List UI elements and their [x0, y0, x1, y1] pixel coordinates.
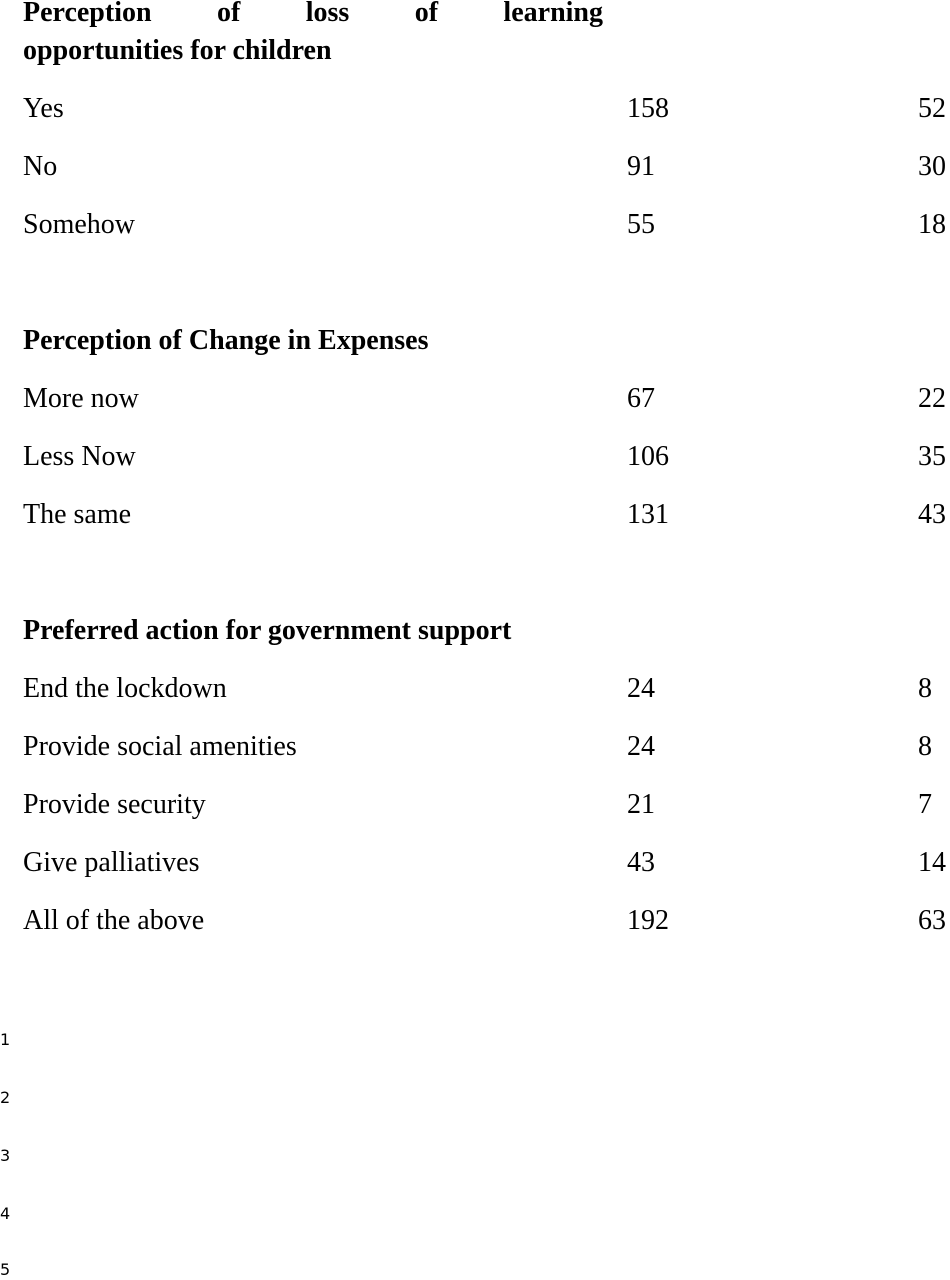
table-row — [0, 669, 950, 709]
line-number: 3 — [0, 1146, 11, 1165]
row-percent: 30 — [918, 151, 946, 182]
row-label: Yes — [23, 93, 64, 124]
row-count: 106 — [627, 441, 669, 472]
row-count: 21 — [627, 789, 655, 820]
row-label: Less Now — [23, 441, 136, 472]
table-row — [0, 495, 950, 535]
section-heading-line-1: Perception of loss of learning — [23, 0, 603, 28]
row-label: The same — [23, 499, 132, 530]
table-row — [0, 205, 950, 245]
section-heading-line-2: opportunities for children — [23, 35, 332, 66]
section-heading-expenses: Perception of Change in Expenses — [23, 325, 429, 356]
line-number: 5 — [0, 1260, 11, 1279]
row-count: 43 — [627, 847, 655, 878]
row-percent: 8 — [918, 673, 932, 704]
row-percent: 35 — [918, 441, 946, 472]
section-heading-government: Preferred action for government support — [23, 615, 512, 646]
row-percent: 63 — [918, 905, 946, 936]
row-count: 67 — [627, 383, 655, 414]
row-label: Somehow — [23, 209, 135, 240]
row-label: Provide security — [23, 789, 206, 820]
line-number: 4 — [0, 1204, 11, 1223]
row-label: Give palliatives — [23, 847, 200, 878]
row-percent: 18 — [918, 209, 946, 240]
table-row — [0, 901, 950, 941]
table-row — [0, 727, 950, 767]
row-label: All of the above — [23, 905, 205, 936]
row-label: More now — [23, 383, 139, 414]
row-count: 91 — [627, 151, 655, 182]
row-count: 158 — [627, 93, 669, 124]
row-count: 131 — [627, 499, 669, 530]
row-percent: 7 — [918, 789, 932, 820]
row-percent: 22 — [918, 383, 946, 414]
row-label: No — [23, 151, 58, 182]
row-percent: 14 — [918, 847, 946, 878]
row-label: End the lockdown — [23, 673, 227, 704]
line-number: 2 — [0, 1088, 11, 1107]
row-count: 24 — [627, 673, 655, 704]
table-row — [0, 843, 950, 883]
row-count: 55 — [627, 209, 655, 240]
row-count: 192 — [627, 905, 669, 936]
table-row — [0, 379, 950, 419]
row-percent: 52 — [918, 93, 946, 124]
table-row — [0, 89, 950, 129]
row-count: 24 — [627, 731, 655, 762]
row-percent: 8 — [918, 731, 932, 762]
table-row — [0, 437, 950, 477]
row-percent: 43 — [918, 499, 946, 530]
table-row — [0, 147, 950, 187]
line-number: 1 — [0, 1030, 11, 1049]
section-heading-learning — [23, 0, 603, 70]
row-label: Provide social amenities — [23, 731, 297, 762]
table-row — [0, 785, 950, 825]
